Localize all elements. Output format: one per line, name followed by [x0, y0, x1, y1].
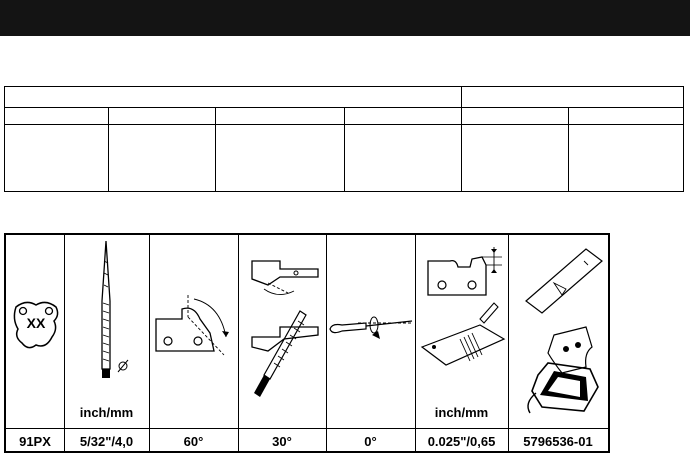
table-divider [215, 107, 216, 191]
depth-gauge-unit-label: inch/mm [434, 405, 489, 420]
side-plate-angle-icon [154, 293, 236, 359]
column-divider [326, 235, 327, 451]
top-plate-angle-value: 30° [272, 434, 292, 449]
file-size-unit-label: inch/mm [79, 405, 134, 420]
side-plate-angle-value: 60° [183, 434, 204, 449]
top-plate-angle-icon [248, 255, 324, 401]
chain-link-xx-icon [10, 297, 62, 353]
depth-gauge-value: 0.025"/0,65 [427, 434, 496, 449]
filing-gauge-part-number: 5796536-01 [523, 434, 593, 449]
chain-reference-table [4, 86, 684, 192]
depth-gauge-icon [420, 243, 506, 393]
round-file-icon [98, 241, 138, 381]
column-divider [508, 235, 509, 451]
table-divider [568, 107, 569, 191]
file-tilt-icon [328, 305, 414, 345]
table-divider [108, 107, 109, 191]
column-divider [149, 235, 150, 451]
table-divider [461, 87, 462, 191]
header-bar [0, 0, 690, 36]
table-divider [344, 107, 345, 191]
file-diameter-value: 5/32"/4,0 [79, 434, 134, 449]
chain-type-value: 91PX [19, 434, 51, 449]
filing-gauge-tool-icon [514, 243, 608, 423]
file-tilt-value: 0° [364, 434, 377, 449]
sharpening-spec-table [4, 233, 610, 453]
link-marking: XX [26, 315, 46, 331]
row-divider [6, 428, 608, 429]
column-divider [238, 235, 239, 451]
